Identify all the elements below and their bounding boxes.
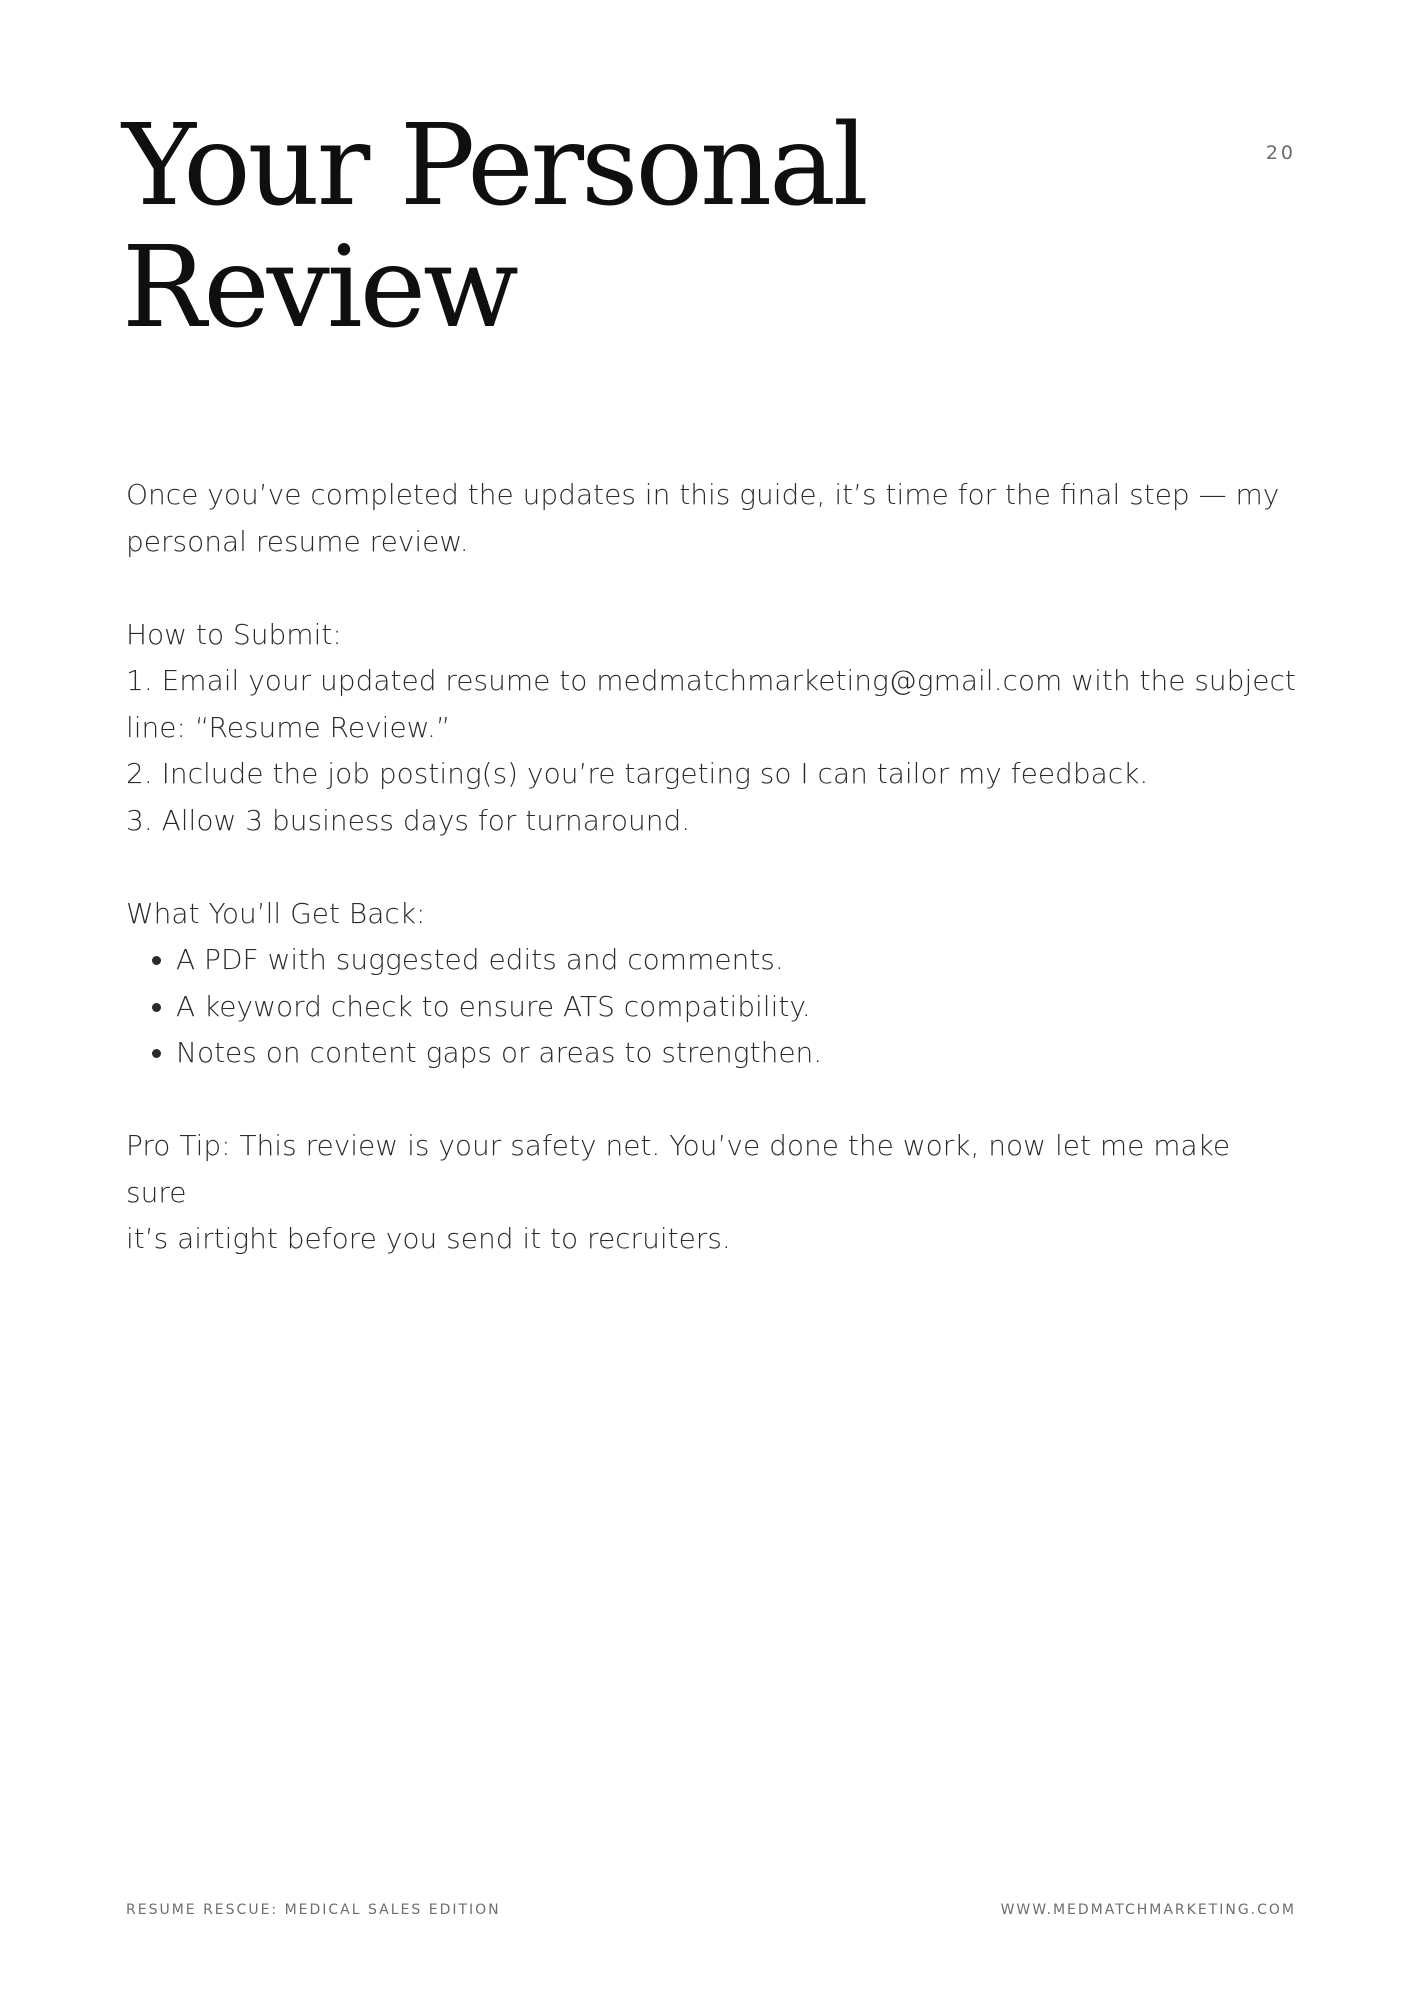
page-title — [122, 101, 1122, 353]
list-item: • A PDF with suggested edits and comments. — [176, 937, 1296, 984]
pro-tip-paragraph — [126, 1123, 1296, 1263]
list-item: • Notes on content gaps or areas to strengthen. — [176, 1030, 1296, 1077]
page-title-line-2: Review — [122, 223, 516, 353]
submit-step-2: 2. Include the job posting(s) you’re targeting so I can tailor my feedback. — [126, 757, 1149, 790]
get-back-list — [126, 937, 1296, 1077]
intro-line-1: Once you’ve completed the updates in this guide, it’s time for the final step — my — [126, 478, 1280, 511]
pro-tip-line-1: Pro Tip: This review is your safety net. You’ve done the work, now let me make sure — [126, 1129, 1231, 1209]
footer-publication-title: RESUME RESCUE: MEDICAL SALES EDITION — [126, 1902, 501, 1918]
submit-step-1 — [126, 658, 1296, 751]
footer-website: WWW.MEDMATCHMARKETING.COM — [1000, 1902, 1296, 1918]
page-title-line-1: Your Personal — [122, 101, 866, 231]
intro-paragraph — [126, 472, 1296, 565]
submit-step-1-line-1: 1. Email your updated resume to medmatchmarketing@gmail.com with the subject — [126, 664, 1296, 697]
list-item: • A keyword check to ensure ATS compatibility. — [176, 984, 1296, 1031]
main-content — [126, 472, 1296, 1263]
submit-step-1-line-2: line: “Resume Review.” — [126, 710, 451, 744]
pro-tip-line-2: it’s airtight before you send it to recruiters. — [126, 1222, 731, 1255]
page-number: 20 — [1265, 142, 1296, 164]
submit-heading: How to Submit: — [126, 617, 342, 651]
submit-step-3: 3. Allow 3 business days for turnaround. — [126, 803, 691, 837]
intro-line-2: personal resume review. — [126, 524, 469, 558]
get-back-heading: What You’ll Get Back: — [126, 896, 426, 930]
